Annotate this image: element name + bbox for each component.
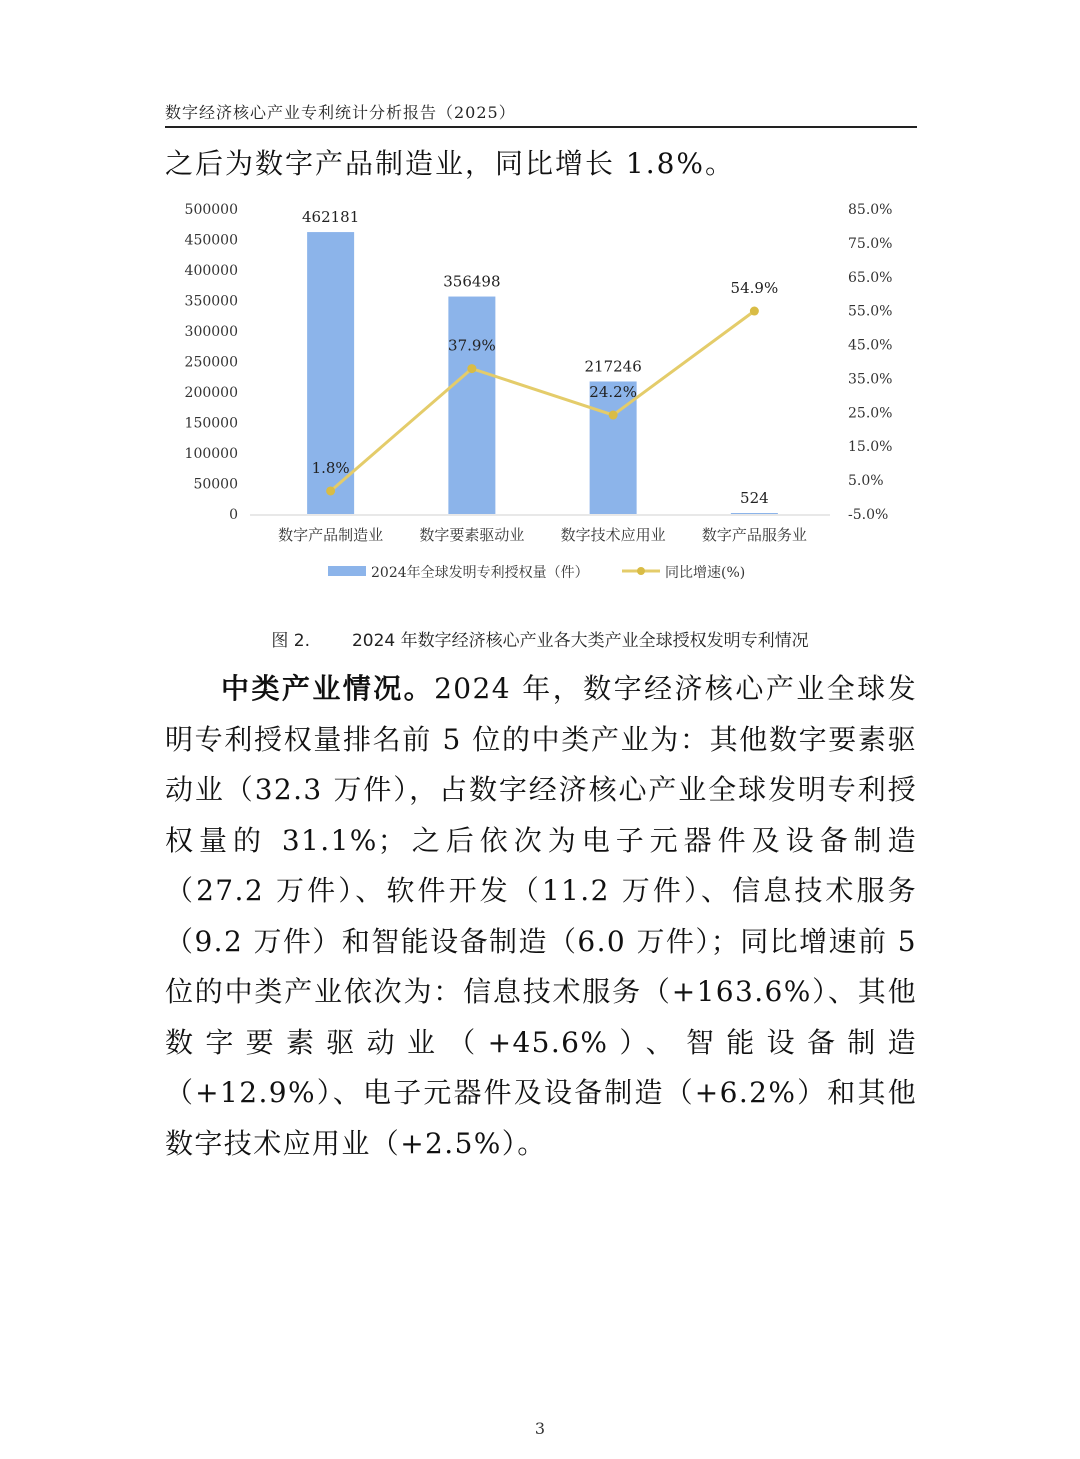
figure-caption-label: 图 2. [271, 631, 310, 651]
bar-data-label: 356498 [443, 272, 501, 291]
growth-point [326, 486, 335, 495]
growth-point [750, 307, 759, 316]
growth-data-label: 1.8% [311, 458, 350, 477]
paragraph-text: 2024 年，数字经济核心产业全球发明专利授权量排名前 5 位的中类产业为：其他数字要素驱动业（32.3 万件），占数字经济核心产业全球发明专利授权量的 31.1%；之后依次为电子元器件及设备制造（27.2 万件）、软件开发（11.2 万件）、信息技术服务（9.2 万件）和智能设备制造（6.0 万件）；同比增速前 5 位的中类产业依次为：信息技术服务（+163.6%）、其他数字要素驱动业（+45.6%）、智能设备制造（+12.9%）、电子元器件及设备制造（+6.2%）和其他数字技术应用业（+2.5%）。 [165, 672, 917, 1160]
y-right-tick-label: 5.0% [848, 473, 884, 490]
growth-point [609, 411, 618, 420]
y-left-tick-label: 150000 [184, 415, 238, 432]
bar-data-label: 217246 [584, 357, 642, 376]
y-right-tick-label: 65.0% [848, 269, 893, 286]
y-right-tick-label: 55.0% [848, 303, 893, 320]
x-category-label: 数字要素驱动业 [419, 526, 525, 544]
y-left-tick-label: 250000 [184, 354, 238, 371]
x-category-label: 数字技术应用业 [560, 526, 666, 544]
growth-data-label: 37.9% [448, 336, 496, 355]
y-right-tick-label: 85.0% [848, 202, 893, 218]
y-left-tick-label: 200000 [184, 385, 238, 401]
figure-caption [0, 626, 1080, 651]
legend-bar-label: 2024年全球发明专利授权量（件） [371, 565, 589, 581]
report-header-title: 数字经济核心产业专利统计分析报告（2025） [165, 103, 516, 122]
y-right-tick-label: 15.0% [848, 439, 893, 456]
page-number: 3 [534, 1419, 546, 1438]
growth-data-label: 24.2% [589, 383, 637, 402]
x-category-label: 数字产品制造业 [278, 526, 384, 544]
y-left-tick-label: 100000 [184, 446, 238, 462]
y-left-tick-label: 500000 [184, 202, 238, 218]
y-right-tick-label: 45.0% [848, 337, 893, 354]
y-left-tick-label: 400000 [184, 263, 238, 279]
x-category-label: 数字产品服务业 [701, 526, 807, 544]
paragraph-lead: 中类产业情况。 [221, 672, 435, 705]
legend-line-label: 同比增速(%) [665, 565, 746, 581]
patent-chart [165, 190, 910, 590]
y-left-tick-label: 350000 [184, 293, 238, 310]
bar [731, 513, 778, 514]
y-left-tick-label: 300000 [184, 324, 238, 340]
growth-data-label: 54.9% [730, 279, 779, 298]
bar-data-label: 524 [740, 489, 769, 507]
y-right-tick-label: 35.0% [848, 371, 893, 388]
y-right-tick-label: 75.0% [848, 235, 893, 252]
legend-line-marker [637, 567, 645, 575]
intro-sentence: 之后为数字产品制造业，同比增长 1.8%。 [165, 147, 736, 180]
y-right-tick-label: -5.0% [848, 507, 889, 523]
bar-data-label: 462181 [301, 208, 360, 227]
growth-line [331, 311, 755, 491]
y-left-tick-label: 450000 [184, 232, 238, 249]
header-rule [165, 126, 917, 128]
y-right-tick-label: 25.0% [848, 405, 893, 422]
legend-bar-swatch [328, 566, 366, 576]
bar [448, 297, 495, 514]
y-left-tick-label: 0 [229, 507, 238, 523]
y-left-tick-label: 50000 [193, 476, 238, 493]
body-paragraph [165, 664, 917, 1169]
figure-caption-text: 2024 年数字经济核心产业各大类产业全球授权发明专利情况 [351, 631, 809, 651]
growth-point [467, 364, 476, 373]
